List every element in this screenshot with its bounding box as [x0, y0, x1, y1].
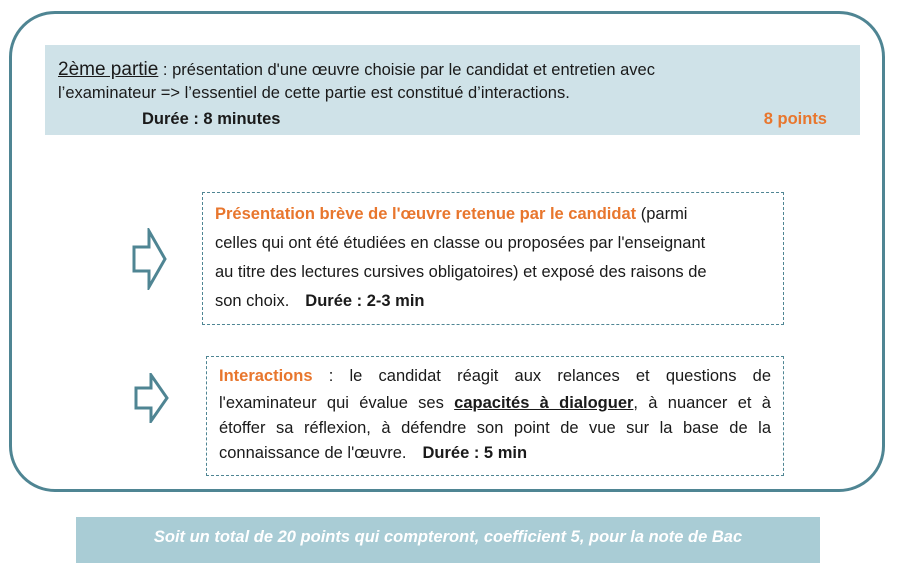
box2-text-end: connaissance de l'œuvre. — [219, 444, 407, 462]
box1-line-1 — [215, 204, 771, 224]
header-description: : présentation d'une œuvre choisie par le candidat et entretien avec — [158, 61, 655, 79]
box2-text-b: , à nuancer et à — [633, 394, 771, 412]
arrow-right-icon — [132, 228, 168, 290]
part-title: 2ème partie — [58, 59, 159, 80]
interactions-box — [206, 356, 784, 476]
box2-line-1 — [219, 366, 771, 386]
box1-line-4 — [215, 291, 771, 311]
header-line-2: l’examinateur => l’essentiel de cette partie est constitué d’interactions. — [58, 84, 570, 102]
presentation-duration: Durée : 2-3 min — [305, 292, 425, 310]
interactions-heading: Interactions — [219, 367, 313, 385]
header-line-1 — [58, 59, 655, 81]
dialogue-skills-emphasis: capacités à dialoguer — [454, 394, 634, 412]
points-label: 8 points — [763, 110, 827, 128]
arrow-right-icon — [134, 373, 170, 423]
box2-text: : le candidat réagit aux relances et questions de — [312, 367, 771, 385]
presentation-box — [202, 192, 784, 325]
presentation-heading: Présentation brève de l'œuvre retenue par le candidat — [215, 205, 637, 223]
box2-line-3: étoffer sa réflexion, à défendre son point de vue sur la base de la — [219, 419, 771, 437]
box1-text: (parmi — [636, 205, 688, 223]
part-header — [45, 45, 860, 135]
box2-line-2 — [219, 393, 771, 413]
total-footer: Soit un total de 20 points qui compteront, coefficient 5, pour la note de Bac — [76, 517, 820, 563]
box1-line-2: celles qui ont été étudiées en classe ou proposées par l'enseignant — [215, 234, 706, 252]
interactions-duration: Durée : 5 min — [422, 444, 528, 462]
total-duration: Durée : 8 minutes — [142, 110, 281, 128]
box2-line-4 — [219, 443, 771, 463]
box2-text-a: l'examinateur qui évalue ses — [219, 394, 455, 412]
box1-text-end: son choix. — [215, 292, 290, 310]
box1-line-3: au titre des lectures cursives obligatoires) et exposé des raisons de — [215, 263, 707, 281]
